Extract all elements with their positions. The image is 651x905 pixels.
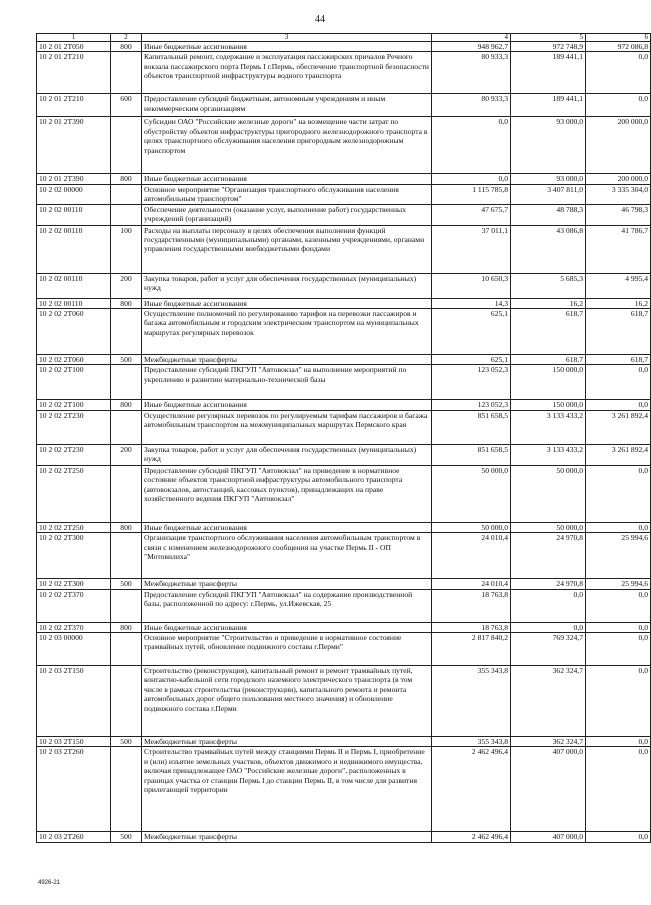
- row-name: Осуществление полномочий по регулированию тарифов на перевозки пассажиров и багажа автомобильным и городским электрическим транспортом на муниципальных маршрутах регулярных перевозок: [142, 309, 432, 355]
- row-name: Обеспечение деятельности (оказание услуг, выполнение работ) государственных учреждений (организаций): [142, 204, 432, 225]
- row-value-3: 0,0: [586, 365, 651, 400]
- row-code: 10 2 02 2Т370: [37, 589, 111, 622]
- row-code: 10 2 03 00000: [37, 633, 111, 666]
- row-value-2: 50 000,0: [511, 465, 586, 522]
- row-code: 10 2 02 2Т100: [37, 400, 111, 410]
- table-row: [37, 444, 651, 465]
- row-value-2: 618,7: [511, 355, 586, 365]
- row-value-1: 0,0: [432, 117, 511, 174]
- row-code: 10 2 02 00110: [37, 225, 111, 273]
- table-row: [37, 298, 651, 308]
- row-value-2: 189 441,1: [511, 52, 586, 94]
- row-code: 10 2 02 00110: [37, 204, 111, 225]
- row-value-1: 14,3: [432, 298, 511, 308]
- footer-code: 4926-21: [38, 880, 61, 886]
- row-value-3: 4 995,4: [586, 273, 651, 298]
- row-value-1: 851 658,5: [432, 444, 511, 465]
- row-name: Предоставление субсидий бюджетным, автономным учреждениям и иным некоммерческим организациям: [142, 94, 432, 117]
- row-code: 10 2 03 2Т260: [37, 832, 111, 842]
- row-name: Межбюджетные трансферты: [142, 355, 432, 365]
- row-kvr: 600: [111, 94, 142, 117]
- row-kvr: 500: [111, 579, 142, 589]
- row-value-2: 0,0: [511, 589, 586, 622]
- row-value-1: 355 343,8: [432, 666, 511, 737]
- row-value-3: 200 000,0: [586, 174, 651, 184]
- row-value-2: 407 000,0: [511, 832, 586, 842]
- row-value-3: 0,0: [586, 633, 651, 666]
- row-value-1: 50 000,0: [432, 465, 511, 522]
- row-value-2: 407 000,0: [511, 747, 586, 832]
- table-row: [37, 737, 651, 747]
- row-kvr: 800: [111, 174, 142, 184]
- table-row: [37, 309, 651, 355]
- column-header-row: [37, 34, 651, 42]
- row-value-3: 46 798,3: [586, 204, 651, 225]
- row-value-1: 123 052,3: [432, 365, 511, 400]
- table-row: [37, 184, 651, 204]
- row-kvr: [111, 117, 142, 174]
- column-header-6: 6: [586, 34, 651, 42]
- row-name: Иные бюджетные ассигнования: [142, 622, 432, 632]
- row-kvr: [111, 666, 142, 737]
- row-code: 10 2 02 2Т370: [37, 622, 111, 632]
- row-value-2: 48 788,3: [511, 204, 586, 225]
- row-kvr: 500: [111, 355, 142, 365]
- row-value-2: 362 324,7: [511, 737, 586, 747]
- row-value-3: 618,7: [586, 355, 651, 365]
- row-code: 10 2 02 2Т250: [37, 465, 111, 522]
- row-value-1: 948 962,7: [432, 42, 511, 52]
- table-row: [37, 52, 651, 94]
- row-name: Основное мероприятие "Строительство и приведение в нормативное состояние трамвайных путей, обновление подвижного состава г.Перми": [142, 633, 432, 666]
- row-name: Межбюджетные трансферты: [142, 737, 432, 747]
- row-name: Капитальный ремонт, содержание и эксплуатация пассажирских причалов Речного вокзала пассажирского порта Пермь I г.Пермь, обеспечение транспортной безопасности объектов транспортной инфраструктуры водного транспорта: [142, 52, 432, 94]
- table-row: [37, 225, 651, 273]
- row-value-2: 3 133 433,2: [511, 410, 586, 444]
- row-kvr: 200: [111, 273, 142, 298]
- row-code: 10 2 01 2Т050: [37, 42, 111, 52]
- budget-table: [36, 33, 651, 843]
- row-kvr: [111, 365, 142, 400]
- row-value-1: 123 052,3: [432, 400, 511, 410]
- row-name: Межбюджетные трансферты: [142, 832, 432, 842]
- row-code: 10 2 02 2Т230: [37, 444, 111, 465]
- row-value-3: 0,0: [586, 622, 651, 632]
- row-value-2: 150 000,0: [511, 365, 586, 400]
- row-value-1: 37 011,1: [432, 225, 511, 273]
- row-value-1: 10 650,3: [432, 273, 511, 298]
- row-code: 10 2 03 2Т150: [37, 737, 111, 747]
- row-code: 10 2 02 2Т300: [37, 533, 111, 579]
- table-row: [37, 589, 651, 622]
- row-value-2: 24 970,8: [511, 533, 586, 579]
- table-row: [37, 579, 651, 589]
- row-value-2: 3 133 433,2: [511, 444, 586, 465]
- row-code: 10 2 02 2Т060: [37, 309, 111, 355]
- row-value-2: 362 324,7: [511, 666, 586, 737]
- row-name: Иные бюджетные ассигнования: [142, 298, 432, 308]
- row-name: Осуществление регулярных перевозок по регулируемым тарифам пассажиров и багажа автомобильным транспортом на межмуниципальных маршрутах Пермского края: [142, 410, 432, 444]
- row-code: 10 2 02 2Т100: [37, 365, 111, 400]
- row-kvr: [111, 633, 142, 666]
- row-code: 10 2 01 2Т390: [37, 174, 111, 184]
- row-value-1: 18 763,8: [432, 622, 511, 632]
- table-row: [37, 174, 651, 184]
- table-row: [37, 633, 651, 666]
- row-code: 10 2 02 2Т300: [37, 579, 111, 589]
- row-kvr: [111, 465, 142, 522]
- row-name: Иные бюджетные ассигнования: [142, 174, 432, 184]
- row-value-1: 24 010,4: [432, 579, 511, 589]
- row-value-3: 16,2: [586, 298, 651, 308]
- row-value-2: 150 000,0: [511, 400, 586, 410]
- row-kvr: 800: [111, 522, 142, 532]
- row-kvr: 100: [111, 225, 142, 273]
- row-name: Основное мероприятие "Организация транспортного обслуживания населения автомобильным транспортом": [142, 184, 432, 204]
- table-row: [37, 273, 651, 298]
- row-name: Субсидии ОАО "Российские железные дороги" на возмещение части затрат по обустройству объектов инфраструктуры пригородного железнодорожного транспорта в целях транспортного обслуживания населения пригородным железнодорожным транспортом: [142, 117, 432, 174]
- row-value-2: 50 000,0: [511, 522, 586, 532]
- table-row: [37, 465, 651, 522]
- table-row: [37, 410, 651, 444]
- table-row: [37, 622, 651, 632]
- row-kvr: [111, 184, 142, 204]
- row-value-2: 43 086,8: [511, 225, 586, 273]
- row-name: Иные бюджетные ассигнования: [142, 42, 432, 52]
- row-value-2: 24 970,8: [511, 579, 586, 589]
- row-value-3: 0,0: [586, 589, 651, 622]
- row-value-1: 2 462 496,4: [432, 832, 511, 842]
- row-name: Межбюджетные трансферты: [142, 579, 432, 589]
- column-header-4: 4: [432, 34, 511, 42]
- table-row: [37, 400, 651, 410]
- row-code: 10 2 03 2Т260: [37, 747, 111, 832]
- row-value-3: 618,7: [586, 309, 651, 355]
- row-value-3: 25 994,6: [586, 579, 651, 589]
- row-value-3: 0,0: [586, 666, 651, 737]
- row-value-3: 972 086,8: [586, 42, 651, 52]
- row-code: 10 2 02 00110: [37, 273, 111, 298]
- column-header-1: 1: [37, 34, 111, 42]
- row-value-3: 25 994,6: [586, 533, 651, 579]
- row-value-2: 769 324,7: [511, 633, 586, 666]
- row-value-1: 18 763,8: [432, 589, 511, 622]
- row-name: Предоставление субсидий ПКГУП "Автовокзал" на содержание производственной базы, расположенной по адресу: г.Пермь, ул.Ижевская, 25: [142, 589, 432, 622]
- row-value-3: 0,0: [586, 52, 651, 94]
- row-name: Расходы на выплаты персоналу в целях обеспечения выполнения функций государственными (муниципальными) органами, казенными учреждениями, органами управления государственными внебюджетными фондами: [142, 225, 432, 273]
- column-header-2: 2: [111, 34, 142, 42]
- row-value-2: 93 000,0: [511, 117, 586, 174]
- row-name: Закупка товаров, работ и услуг для обеспечения государственных (муниципальных) нужд: [142, 273, 432, 298]
- row-value-3: 200 000,0: [586, 117, 651, 174]
- row-value-3: 3 261 892,4: [586, 444, 651, 465]
- row-kvr: [111, 309, 142, 355]
- row-value-3: 0,0: [586, 94, 651, 117]
- row-value-1: 24 010,4: [432, 533, 511, 579]
- row-code: 10 2 02 00110: [37, 298, 111, 308]
- row-name: Строительство трамвайных путей между станциями Пермь II и Пермь I, приобретение и (или) изъятие земельных участков, объектов движимого и недвижимого имущества, включая принадлежащее ОАО "Российские железные дороги", расположенных в границах участка от станции Пермь I до станции Пермь II, в том числе для развития прилегающей территории: [142, 747, 432, 832]
- row-kvr: 800: [111, 298, 142, 308]
- table-row: [37, 204, 651, 225]
- row-code: 10 2 01 2Т390: [37, 117, 111, 174]
- row-kvr: 500: [111, 737, 142, 747]
- row-name: Предоставление субсидий ПКГУП "Автовокзал" на выполнение мероприятий по укреплению и развитию материально-технической базы: [142, 365, 432, 400]
- row-value-3: 0,0: [586, 832, 651, 842]
- row-value-1: 851 658,5: [432, 410, 511, 444]
- row-name: Организация транспортного обслуживания населения автомобильным транспортом в связи с изменением железнодорожного сообщения на участке Пермь II - ОП "Мотовилиха": [142, 533, 432, 579]
- table-row: [37, 747, 651, 832]
- table-row: [37, 533, 651, 579]
- table-row: [37, 355, 651, 365]
- row-code: 10 2 01 2Т210: [37, 52, 111, 94]
- row-kvr: 800: [111, 42, 142, 52]
- row-name: Строительство (реконструкция), капитальный ремонт и ремонт трамвайных путей, контактно-кабельной сети городского наземного электрического транспорта (в том числе в рамках строительства (реконструкции), капитального ремонта и ремонта автомобильных дорог общего пользования местного значения) и обновление подвижного состава г.Перми: [142, 666, 432, 737]
- row-value-1: 80 933,3: [432, 52, 511, 94]
- row-kvr: [111, 747, 142, 832]
- row-value-2: 3 407 811,0: [511, 184, 586, 204]
- row-code: 10 2 03 2Т150: [37, 666, 111, 737]
- row-name: Иные бюджетные ассигнования: [142, 522, 432, 532]
- row-value-3: 3 335 304,0: [586, 184, 651, 204]
- row-value-2: 16,2: [511, 298, 586, 308]
- table-row: [37, 522, 651, 532]
- row-value-2: 189 441,1: [511, 94, 586, 117]
- table-row: [37, 365, 651, 400]
- row-code: 10 2 01 2Т210: [37, 94, 111, 117]
- row-kvr: 200: [111, 444, 142, 465]
- row-value-1: 0,0: [432, 174, 511, 184]
- row-kvr: 800: [111, 400, 142, 410]
- row-kvr: 500: [111, 832, 142, 842]
- row-name: Иные бюджетные ассигнования: [142, 400, 432, 410]
- row-code: 10 2 02 2Т250: [37, 522, 111, 532]
- table-row: [37, 42, 651, 52]
- row-value-2: 93 000,0: [511, 174, 586, 184]
- row-value-1: 80 933,3: [432, 94, 511, 117]
- row-value-3: 0,0: [586, 747, 651, 832]
- row-value-3: 0,0: [586, 465, 651, 522]
- column-header-5: 5: [511, 34, 586, 42]
- row-value-1: 50 000,0: [432, 522, 511, 532]
- row-kvr: [111, 204, 142, 225]
- row-name: Предоставление субсидий ПКГУП "Автовокзал" на приведение в нормативное состояние объектов транспортной инфраструктуры автомобильного транспорта (автовокзалов, автостанций, кассовых пунктов), принадлежащих на праве хозяйственного ведения ПКГУП "Автовокзал": [142, 465, 432, 522]
- row-name: Закупка товаров, работ и услуг для обеспечения государственных (муниципальных) нужд: [142, 444, 432, 465]
- row-value-3: 0,0: [586, 400, 651, 410]
- row-kvr: [111, 410, 142, 444]
- row-value-2: 0,0: [511, 622, 586, 632]
- table-row: [37, 666, 651, 737]
- row-value-2: 972 748,9: [511, 42, 586, 52]
- row-value-2: 618,7: [511, 309, 586, 355]
- row-code: 10 2 02 2Т060: [37, 355, 111, 365]
- table-row: [37, 832, 651, 842]
- table-row: [37, 117, 651, 174]
- page-number: 44: [315, 14, 325, 25]
- row-code: 10 2 02 2Т230: [37, 410, 111, 444]
- row-value-1: 1 115 785,8: [432, 184, 511, 204]
- row-code: 10 2 02 00000: [37, 184, 111, 204]
- row-value-1: 47 675,7: [432, 204, 511, 225]
- row-kvr: 800: [111, 622, 142, 632]
- row-value-3: 0,0: [586, 522, 651, 532]
- row-kvr: [111, 533, 142, 579]
- row-value-1: 625,1: [432, 309, 511, 355]
- column-header-3: 3: [142, 34, 432, 42]
- row-value-1: 625,1: [432, 355, 511, 365]
- row-value-3: 0,0: [586, 737, 651, 747]
- row-kvr: [111, 589, 142, 622]
- row-value-1: 355 343,8: [432, 737, 511, 747]
- row-kvr: [111, 52, 142, 94]
- row-value-2: 5 685,3: [511, 273, 586, 298]
- row-value-1: 2 817 840,2: [432, 633, 511, 666]
- row-value-3: 3 261 892,4: [586, 410, 651, 444]
- row-value-1: 2 462 496,4: [432, 747, 511, 832]
- row-value-3: 41 786,7: [586, 225, 651, 273]
- table-row: [37, 94, 651, 117]
